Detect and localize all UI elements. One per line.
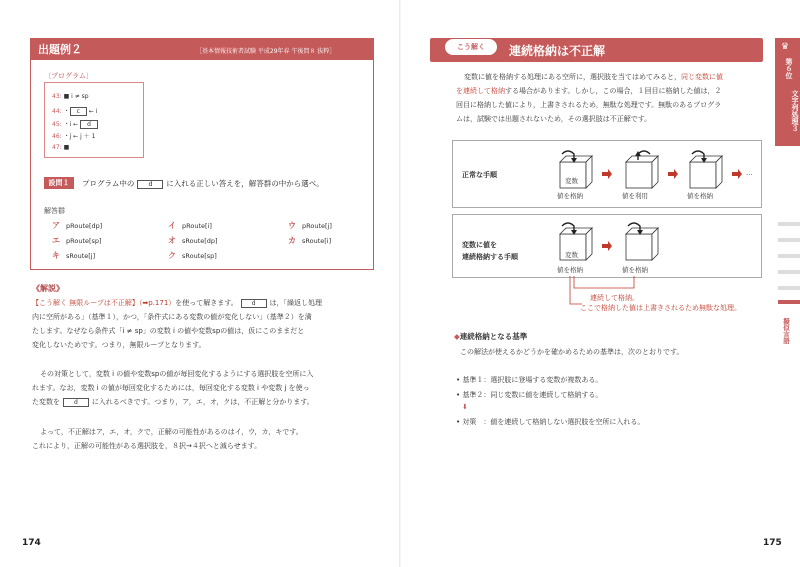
answer-ki: キ sRoute[j] bbox=[52, 251, 96, 260]
cube-5 bbox=[626, 228, 658, 260]
down-arrow-icon: ⬇ bbox=[462, 403, 468, 411]
consecutive-label-2: 連続格納する手順 bbox=[462, 253, 518, 261]
kou-toku-badge: こう解く bbox=[444, 38, 498, 56]
intro-paragraph: 変数に値を格納する処理にある空所に，選択肢を当てはめてみると，同じ変数に値 を連続して格納する場合があります。しかし，この場合，１回目に格納した値は，２ 回目に格納した値により，上書きされるため，無駄な処理です。無駄のあるプログラ ムは，試験では出題されないため，その選択肢は不正解です。 bbox=[456, 73, 723, 123]
consecutive-label-1: 変数に値を bbox=[462, 241, 497, 249]
note-overwritten: ここで格納した値は上書きされるため無駄な処理。 bbox=[580, 304, 741, 312]
blank-d: d bbox=[80, 120, 98, 129]
code-line-44: 44: ・ c ← i bbox=[52, 108, 98, 115]
cube-2 bbox=[626, 156, 658, 188]
problem-source: ［基本情報技術者試験 平成29年春 午後問８ 抜粋］ bbox=[196, 48, 336, 55]
ellipsis: … bbox=[746, 169, 753, 177]
tab-stripe-2 bbox=[778, 238, 800, 242]
caption-store-1: 値を格納 bbox=[557, 192, 583, 200]
page-number-right: 175 bbox=[763, 538, 782, 548]
section-tab-label: 擬似言語 bbox=[782, 318, 790, 344]
tab-stripe-active bbox=[778, 300, 800, 304]
answer-group-label: 解答群 bbox=[44, 207, 65, 215]
countermeasure: • 対策 ：値を連続して格納しない選択肢を空所に入れる。 bbox=[456, 418, 645, 426]
crown-icon: ♛ bbox=[781, 42, 790, 52]
flow-arrow-2 bbox=[668, 169, 678, 179]
tab-stripe-4 bbox=[778, 270, 800, 274]
tab-stripe-5 bbox=[778, 286, 800, 290]
var-label-1: 変数 bbox=[565, 177, 578, 185]
blank-c: c bbox=[70, 107, 87, 116]
caption-store-4: 値を格納 bbox=[622, 266, 648, 274]
answer-e: エ pRoute[sp] bbox=[52, 236, 102, 245]
answer-u: ウ pRoute[j] bbox=[288, 221, 332, 230]
chapter-rank: 第６位 bbox=[785, 58, 793, 79]
page-gutter bbox=[399, 0, 401, 567]
var-label-2: 変数 bbox=[565, 251, 578, 259]
criteria-intro: この解法が使えるかどうかを確かめるための基準は，次のとおりです。 bbox=[460, 348, 684, 356]
flow-arrow-4 bbox=[602, 241, 612, 251]
criterion-1: • 基準１：選択肢に登場する変数が複数ある。 bbox=[456, 376, 603, 384]
answer-o: オ sRoute[dp] bbox=[168, 236, 218, 245]
diamond-icon: ◆ bbox=[454, 332, 460, 341]
criteria-title: ◆連続格納となる基準 bbox=[454, 332, 528, 341]
answer-ku: ク sRoute[sp] bbox=[168, 251, 217, 260]
chapter-topic: 文字列処理３ bbox=[791, 90, 799, 132]
code-line-43: 43: ■ i ≠ sp bbox=[52, 93, 89, 100]
question-badge: 設問１ bbox=[44, 177, 74, 189]
code-line-45: 45: ・i ← d bbox=[52, 119, 98, 129]
note-consecutive: 連続して格納。 bbox=[590, 294, 639, 302]
explanation-para-3: よって，不正解はア，エ，オ，クで，正解の可能性があるのはイ，ウ，カ，キです。 これにより，正解の可能性がある選択肢を，８択→４択へと減らせます。 bbox=[32, 428, 303, 450]
flow-arrow-3 bbox=[732, 169, 742, 179]
tab-stripe-3 bbox=[778, 254, 800, 258]
cube-3 bbox=[690, 156, 722, 188]
answer-ka: カ sRoute[i] bbox=[288, 236, 332, 245]
program-label: 〔プログラム〕 bbox=[44, 72, 93, 80]
section-title: 連続格納は不正解 bbox=[509, 44, 606, 58]
flow-arrow-1 bbox=[602, 169, 612, 179]
caption-store-3: 値を格納 bbox=[557, 266, 583, 274]
explanation-title: 《解説》 bbox=[32, 284, 64, 293]
caption-use: 値を利用 bbox=[622, 192, 648, 200]
answer-a: ア pRoute[dp] bbox=[52, 221, 103, 230]
criterion-2: • 基準２：同じ変数に値を連続して格納する。 bbox=[456, 391, 603, 399]
code-line-46: 46: ・j ← j ＋ 1 bbox=[52, 133, 96, 140]
tab-stripe-1 bbox=[778, 222, 800, 226]
code-line-47: 47: ■ bbox=[52, 144, 70, 151]
page-number-left: 174 bbox=[22, 538, 41, 548]
normal-procedure-label: 正常な手順 bbox=[462, 171, 497, 179]
caption-store-2: 値を格納 bbox=[687, 192, 713, 200]
problem-title: 出題例２ bbox=[38, 43, 82, 56]
question-text: プログラム中の d に入れる正しい答えを，解答群の中から選べ。 bbox=[82, 179, 324, 188]
answer-i: イ pRoute[i] bbox=[168, 221, 212, 230]
explanation-para-2: その対策として，変数 i の値や変数spの値が毎回変化するようにする選択肢を空所に入 れます。なお，変数 i の値が毎回変化するためには，毎回変化する変数 i や変数 j を使っ た変数を d に入れるべきです。つまり，ア，エ，オ，クは，不正解と分かります。 bbox=[32, 370, 314, 406]
explanation-para-1: 【こう解く 無限ループは不正解】（➡p.171）を使って解きます。 d は，「繰返し処理 内に空所がある」（基準１），かつ，「条件式にある変数の値が変化しない」（基準２）を満 たします。なぜなら条件式「i ≠ sp」の変数 i の値や変数spの値は，仮にこのままだと 変化しないためです。つまり，無限ループとなります。 bbox=[32, 299, 323, 349]
